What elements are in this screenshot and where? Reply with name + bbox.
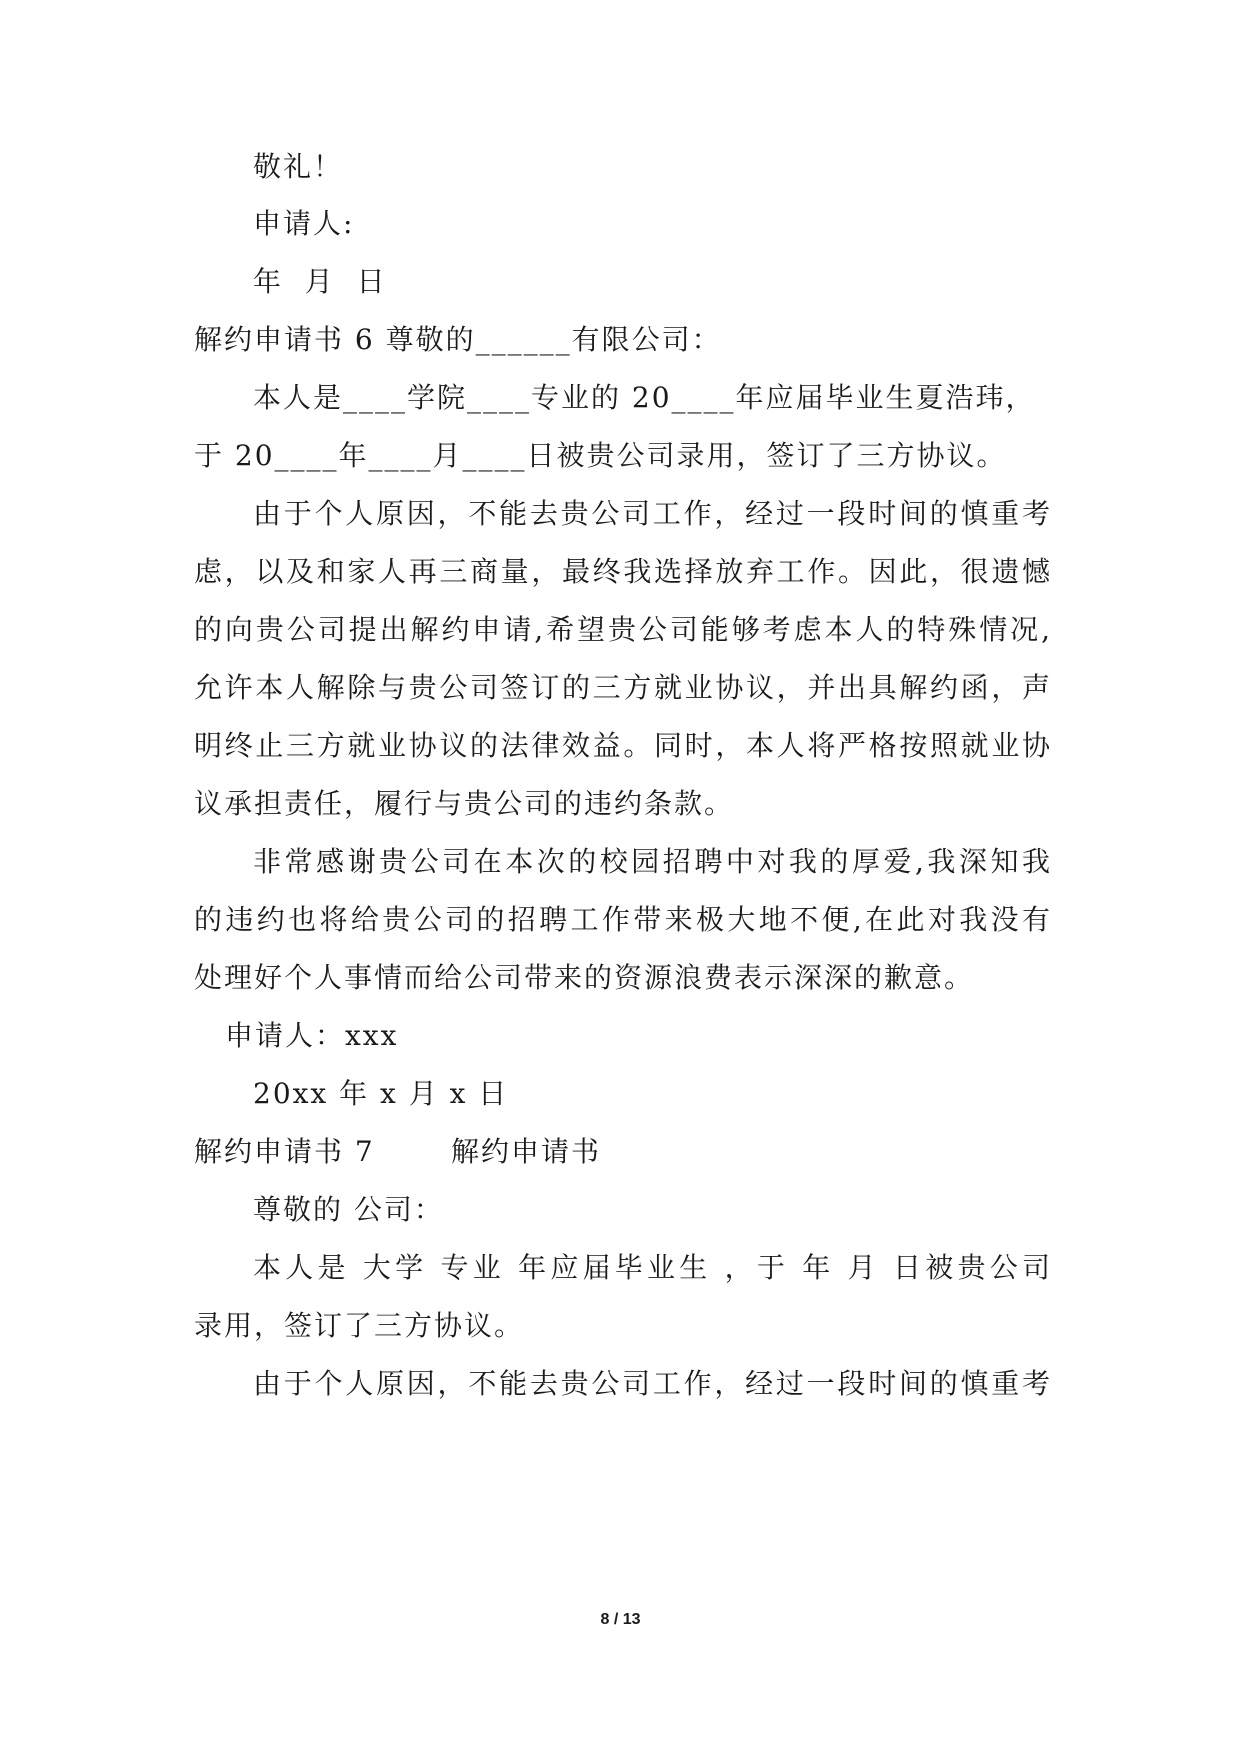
paragraph-line: 由于个人原因，不能去贵公司工作，经过一段时间的慎重考 (253, 497, 1052, 530)
date-line: 年 月 日 (253, 265, 387, 298)
salutation: 尊敬的 公司： (253, 1193, 444, 1226)
page-number: 8 / 13 (600, 1611, 641, 1628)
paragraph-line: 议承担责任，履行与贵公司的违约条款。 (194, 787, 735, 820)
section-heading-6: 解约申请书 6 尊敬的______有限公司： (194, 323, 722, 356)
applicant-signature: 申请人：xxx (225, 1019, 399, 1052)
paragraph-line: 本人是____学院____专业的 20____年应届毕业生夏浩玮， (253, 381, 1036, 414)
paragraph-line: 的违约也将给贵公司的招聘工作带来极大地不便,在此对我没有 (194, 903, 1052, 936)
paragraph-line: 虑，以及和家人再三商量，最终我选择放弃工作。因此，很遗憾 (194, 555, 1052, 588)
section-heading-7: 解约申请书 7 解约申请书 (194, 1135, 602, 1168)
closing-salute: 敬礼！ (253, 150, 344, 183)
applicant-label: 申请人: (253, 207, 355, 240)
paragraph-line: 于 20____年____月____日被贵公司录用，签订了三方协议。 (194, 439, 1007, 472)
paragraph-line: 非常感谢贵公司在本次的校园招聘中对我的厚爱,我深知我 (253, 845, 1052, 878)
paragraph-line: 由于个人原因，不能去贵公司工作，经过一段时间的慎重考 (253, 1367, 1052, 1400)
signature-date: 20xx 年 x 月 x 日 (253, 1077, 509, 1110)
paragraph-line: 录用，签订了三方协议。 (194, 1309, 525, 1342)
paragraph-line: 明终止三方就业协议的法律效益。同时，本人将严格按照就业协 (194, 729, 1052, 762)
paragraph-line: 本人是 大学 专业 年应届毕业生 ，于 年 月 日被贵公司 (253, 1251, 1052, 1284)
paragraph-line: 允许本人解除与贵公司签订的三方就业协议，并出具解约函，声 (194, 671, 1052, 704)
paragraph-line: 处理好个人事情而给公司带来的资源浪费表示深深的歉意。 (194, 961, 975, 994)
paragraph-line: 的向贵公司提出解约申请,希望贵公司能够考虑本人的特殊情况, (194, 613, 1052, 646)
